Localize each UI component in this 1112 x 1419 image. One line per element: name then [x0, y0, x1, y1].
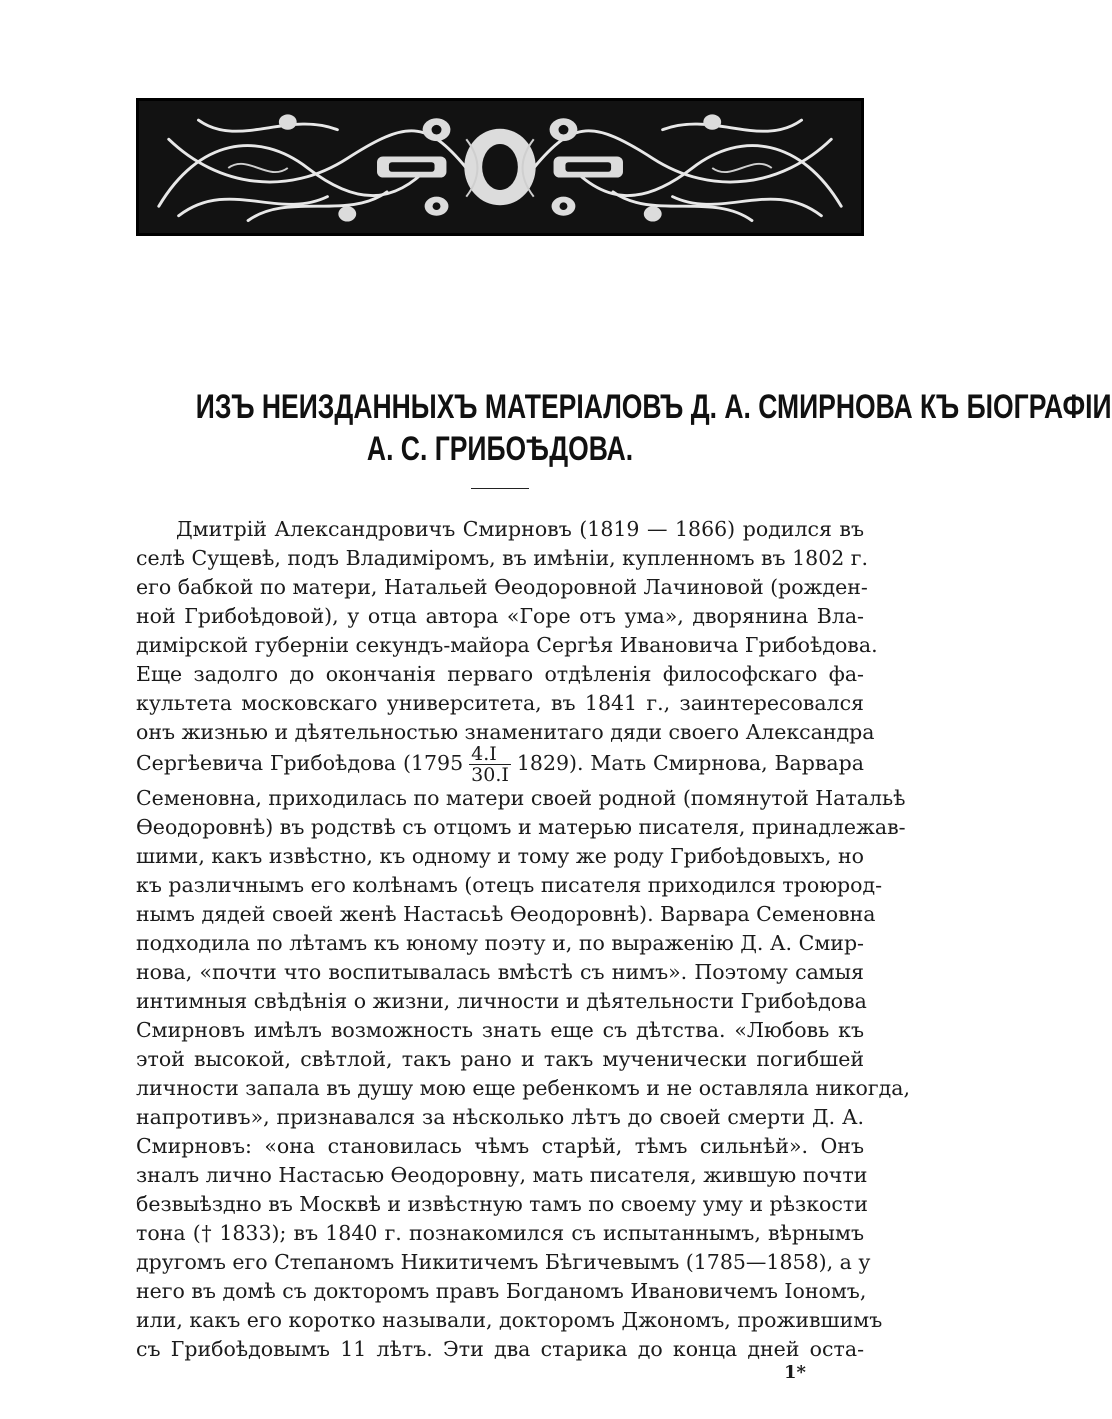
- body-line: Дмитрій Александровичъ Смирновъ (1819 — 1866) родился въ: [176, 517, 864, 541]
- body-line: тона († 1833); въ 1840 г. познакомился съ испытаннымъ, вѣрнымъ: [136, 1221, 864, 1245]
- body-line: подходила по лѣтамъ къ юному поэту и, по выраженію Д. А. Смир-: [136, 931, 864, 955]
- body-line: къ различнымъ его колѣнамъ (отецъ писателя приходился троюрод-: [136, 873, 883, 897]
- body-line: селѣ Сущевѣ, подъ Владиміромъ, въ имѣніи, купленномъ въ 1802 г.: [136, 546, 869, 570]
- fraction-numerator: 4.I: [469, 744, 511, 765]
- body-line: личности запала въ душу мою еще ребенкомъ и не оставляла никогда,: [136, 1076, 910, 1100]
- fraction-line-before: Сергѣевича Грибоѣдова (1795: [136, 751, 464, 775]
- body-line: него въ домѣ съ докторомъ правъ Богданомъ Ивановичемъ Іономъ,: [136, 1279, 867, 1303]
- body-line: или, какъ его коротко называли, докторомъ Джономъ, прожившимъ: [136, 1308, 883, 1332]
- body-line-with-dates-fraction: [136, 744, 864, 785]
- body-line: этой высокой, свѣтлой, такъ рано и такъ мученически погибшей: [136, 1047, 864, 1071]
- body-line: Ѳеодоровнѣ) въ родствѣ съ отцомъ и матерью писателя, принадлежав-: [136, 815, 906, 839]
- acanthus-ornament-icon: [139, 101, 861, 233]
- body-line: Смирновъ: «она становилась чѣмъ старѣй, тѣмъ сильнѣй». Онъ: [136, 1134, 864, 1158]
- body-line: напротивъ», признавался за нѣсколько лѣтъ до своей смерти Д. А.: [136, 1105, 864, 1129]
- article-title-line-2: А. С. ГРИБОѢДОВА.: [366, 430, 634, 468]
- ornamental-header-band: [136, 98, 864, 236]
- body-line: нымъ дядей своей женѣ Настасьѣ Ѳеодоровнѣ). Варвара Семеновна: [136, 902, 876, 926]
- body-line: безвыѣздно въ Москвѣ и извѣстную тамъ по своему уму и рѣзкости: [136, 1192, 868, 1216]
- body-line: Смирновъ имѣлъ возможность знать еще съ дѣтства. «Любовь къ: [136, 1018, 864, 1042]
- body-line: димірской губерніи секундъ-майора Сергѣя Ивановича Грибоѣдова.: [136, 633, 878, 657]
- body-line: онъ жизнью и дѣятельностью знаменитаго дяди своего Александра: [136, 720, 875, 744]
- body-line: его бабкой по матери, Натальей Ѳеодоровной Лачиновой (рожден-: [136, 575, 868, 599]
- body-line: другомъ его Степаномъ Никитичемъ Бѣгичевымъ (1785—1858), а у: [136, 1250, 871, 1274]
- body-line: шими, какъ извѣстно, къ одному и тому же роду Грибоѣдовыхъ, но: [136, 844, 864, 868]
- body-line: нова, «почти что воспитывалась вмѣстѣ съ нимъ». Поэтому самыя: [136, 960, 864, 984]
- body-line: зналъ лично Настасью Ѳеодоровну, мать писателя, жившую почти: [136, 1163, 868, 1187]
- fraction-denominator: 30.I: [471, 764, 509, 786]
- body-line: культета московскаго университета, въ 1841 г., заинтересовался: [136, 691, 864, 715]
- body-line: интимныя свѣдѣнія о жизни, личности и дѣятельности Грибоѣдова: [136, 989, 867, 1013]
- article-title-line-1: ИЗЪ НЕИЗДАННЫХЪ МАТЕРІАЛОВЪ Д. А. СМИРНОВА КЪ БІОГРАФІИ: [195, 388, 1112, 426]
- fraction-line-after: 1829). Мать Смирнова, Варвара: [516, 751, 864, 775]
- death-date-fraction: [469, 744, 511, 785]
- title-divider-rule: [471, 488, 529, 489]
- body-line: Еще задолго до окончанія перваго отдѣленія философскаго фа-: [136, 662, 864, 686]
- body-line: Семеновна, приходилась по матери своей родной (помянутой Натальѣ: [136, 786, 906, 810]
- sheet-signature-mark: 1*: [784, 1362, 806, 1383]
- body-line: ной Грибоѣдовой), у отца автора «Горе отъ ума», дворянина Вла-: [136, 604, 864, 628]
- body-line: съ Грибоѣдовымъ 11 лѣтъ. Эти два старика до конца дней оста-: [136, 1337, 864, 1361]
